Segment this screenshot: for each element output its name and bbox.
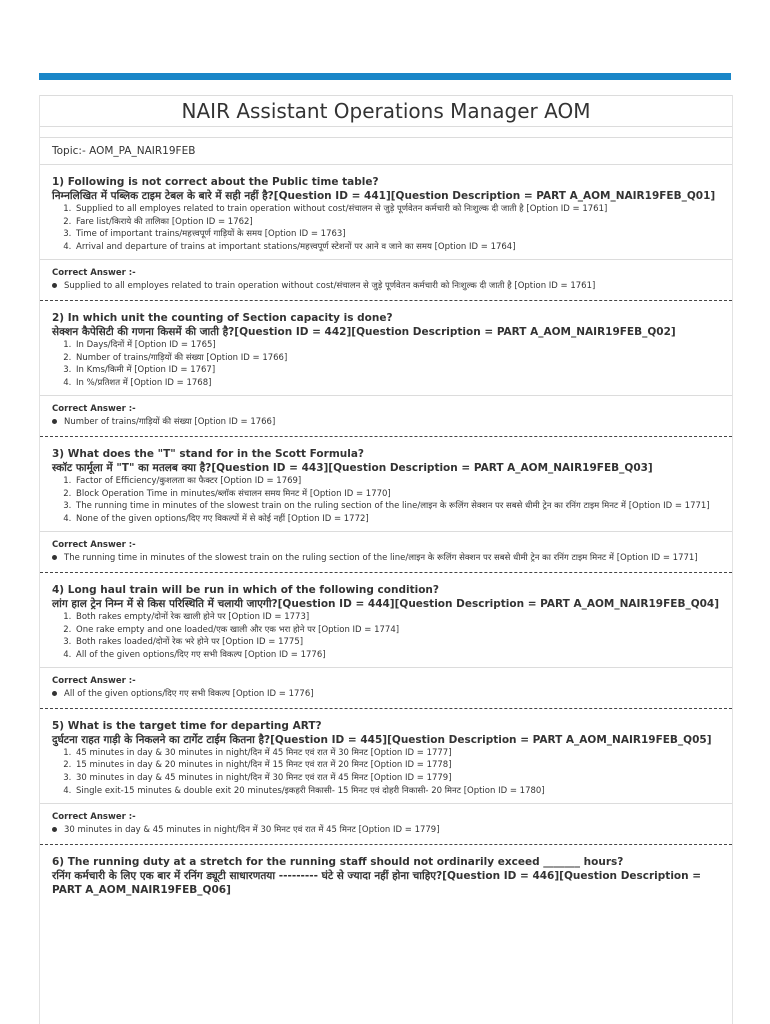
- option-item: 1. Factor of Efficiency/कुशलता का फैक्टर [Option ID = 1769]: [74, 475, 722, 488]
- bullet-icon: [52, 419, 57, 424]
- option-item: 2. Number of trains/गाड़ियों की संख्या [Option ID = 1766]: [74, 352, 722, 365]
- option-list: [52, 747, 722, 797]
- correct-answer-text: The running time in minutes of the slowest train on the ruling section of the line/लाइन के रूलिंग सेक्शन पर सबसे धीमी ट्रेन का रनिंग टाइम मिनट में [Option ID = 1771]: [64, 553, 698, 564]
- question-block: [40, 573, 732, 709]
- option-item: 3. Time of important trains/महत्त्वपूर्ण गाड़ियों के समय [Option ID = 1763]: [74, 228, 722, 241]
- option-item: 3. The running time in minutes of the slowest train on the ruling section of the line/लाइन के रूलिंग सेक्शन पर सबसे धीमी ट्रेन का रनिंग टाइम मिनट में [Option ID = 1771]: [74, 500, 722, 513]
- option-item: 1. Both rakes empty/दोनों रेक खाली होने पर [Option ID = 1773]: [74, 611, 722, 624]
- question-hindi-text: लांग हाल ट्रेन निम्न में से किस परिस्थिति में चलायी जाएगी?[Question ID = 444][Question Description = PART A_AOM_NAIR19FEB_Q04]: [52, 597, 720, 610]
- question-block: [40, 301, 732, 437]
- option-item: 3. 30 minutes in day & 45 minutes in night/दिन में 30 मिनट एवं रात में 45 मिनट [Option ID = 1779]: [74, 772, 722, 785]
- option-item: 4. All of the given options/दिए गए सभी विकल्प [Option ID = 1776]: [74, 649, 722, 662]
- correct-answer-text: Supplied to all employes related to train operation without cost/संचालन से जुड़े पूर्णवेतन कर्मचारी को निःशुल्क दी जाती है [Option ID = 1761]: [64, 281, 596, 292]
- option-item: 3. Both rakes loaded/दोनों रेक भरे होने पर [Option ID = 1775]: [74, 636, 722, 649]
- bullet-icon: [52, 283, 57, 288]
- correct-answer-section: [40, 531, 732, 573]
- correct-answer-label: Correct Answer :-: [52, 268, 136, 279]
- option-item: 2. 15 minutes in day & 20 minutes in night/दिन में 15 मिनट एवं रात में 20 मिनट [Option ID = 1778]: [74, 759, 722, 772]
- question-hindi-text: निम्नलिखित में पब्लिक टाइम टेबल के बारे में सही नहीं है?[Question ID = 441][Question Description = PART A_AOM_NAIR19FEB_Q01]: [52, 190, 716, 202]
- option-list: [52, 339, 722, 389]
- question-block: [40, 165, 732, 301]
- option-item: 1. Supplied to all employes related to train operation without cost/संचालन से जुड़े पूर्णवेतन कर्मचारी को निःशुल्क दी जाती है [Option ID = 1761]: [74, 203, 722, 216]
- correct-answer-text: Number of trains/गाड़ियों की संख्या [Option ID = 1766]: [64, 417, 276, 428]
- correct-answer-section: [40, 803, 732, 845]
- correct-answer-item: [52, 416, 722, 429]
- question-hindi-text: स्कॉट फार्मूला में "T" का मतलब क्या है?[Question ID = 443][Question Description = PART A_AOM_NAIR19FEB_Q03]: [52, 461, 653, 474]
- correct-answer-section: [40, 395, 732, 437]
- question-text: 6) The running duty at a stretch for the running staff should not ordinarily exceed _______ hours?: [52, 855, 624, 868]
- option-list: [52, 203, 722, 253]
- option-item: 4. Single exit-15 minutes & double exit 20 minutes/इकहरी निकासी- 15 मिनट एवं दोहरी निकासी- 20 मिनट [Option ID = 1780]: [74, 785, 722, 798]
- option-item: 4. In %/प्रतिशत में [Option ID = 1768]: [74, 377, 722, 390]
- correct-answer-section: [40, 667, 732, 709]
- option-item: 3. In Kms/किमी में [Option ID = 1767]: [74, 364, 722, 377]
- title-spacer: [40, 127, 732, 138]
- bullet-icon: [52, 827, 57, 832]
- option-list: [52, 475, 722, 525]
- page-title: NAIR Assistant Operations Manager AOM: [40, 95, 732, 127]
- bullet-icon: [52, 555, 57, 560]
- topic-line: Topic:- AOM_PA_NAIR19FEB: [40, 138, 732, 165]
- correct-answer-section: [40, 259, 732, 301]
- document-sheet: [39, 95, 733, 1024]
- question-hindi-text: सेक्शन कैपेसिटी की गणना किसमें की जाती है?[Question ID = 442][Question Description = PART A_AOM_NAIR19FEB_Q02]: [52, 325, 676, 338]
- question-text: 1) Following is not correct about the Public time table?: [52, 176, 379, 188]
- correct-answer-text: 30 minutes in day & 45 minutes in night/दिन में 30 मिनट एवं रात में 45 मिनट [Option ID = 1779]: [64, 825, 440, 836]
- question-text: 3) What does the "T" stand for in the Scott Formula?: [52, 447, 365, 460]
- option-item: 4. None of the given options/दिए गए विकल्पों में से कोई नहीं [Option ID = 1772]: [74, 513, 722, 526]
- question-text: 5) What is the target time for departing ART?: [52, 719, 322, 732]
- correct-answer-item: [52, 552, 722, 565]
- correct-answer-item: [52, 280, 722, 293]
- option-item: 2. Block Operation Time in minutes/ब्लॉक संचालन समय मिनट में [Option ID = 1770]: [74, 488, 722, 501]
- correct-answer-text: All of the given options/दिए गए सभी विकल्प [Option ID = 1776]: [64, 689, 314, 700]
- bullet-icon: [52, 691, 57, 696]
- question-list: [40, 165, 732, 897]
- question-block: [40, 437, 732, 573]
- correct-answer-item: [52, 824, 722, 837]
- correct-answer-label: Correct Answer :-: [52, 404, 136, 415]
- correct-answer-label: Correct Answer :-: [52, 812, 136, 823]
- question-block: [40, 709, 732, 845]
- question-text: 4) Long haul train will be run in which of the following condition?: [52, 583, 439, 596]
- question-text: 2) In which unit the counting of Section capacity is done?: [52, 311, 393, 324]
- option-item: 2. One rake empty and one loaded/एक खाली और एक भरा होने पर [Option ID = 1774]: [74, 624, 722, 637]
- option-item: 2. Fare list/किराये की तालिका [Option ID = 1762]: [74, 216, 722, 229]
- option-item: 1. In Days/दिनों में [Option ID = 1765]: [74, 339, 722, 352]
- correct-answer-label: Correct Answer :-: [52, 540, 136, 551]
- option-list: [52, 611, 722, 661]
- question-hindi-text: रनिंग कर्मचारी के लिए एक बार में रनिंग ड्यूटी साधारणतया --------- घंटे से ज्यादा नहीं होना चाहिए?[Question ID = 446][Question Description = PART A_AOM_NAIR19FEB_Q06]: [52, 869, 702, 896]
- option-item: 1. 45 minutes in day & 30 minutes in night/दिन में 45 मिनट एवं रात में 30 मिनट [Option ID = 1777]: [74, 747, 722, 760]
- correct-answer-item: [52, 688, 722, 701]
- top-accent-bar: [39, 73, 731, 80]
- option-item: 4. Arrival and departure of trains at important stations/महत्त्वपूर्ण स्टेशनों पर आने व जाने का समय [Option ID = 1764]: [74, 241, 722, 254]
- correct-answer-label: Correct Answer :-: [52, 676, 136, 687]
- question-block: [40, 845, 732, 897]
- question-hindi-text: दुर्घटना राहत गाड़ी के निकलने का टार्गेट टाईम कितना है?[Question ID = 445][Question Description = PART A_AOM_NAIR19FEB_Q05]: [52, 733, 712, 746]
